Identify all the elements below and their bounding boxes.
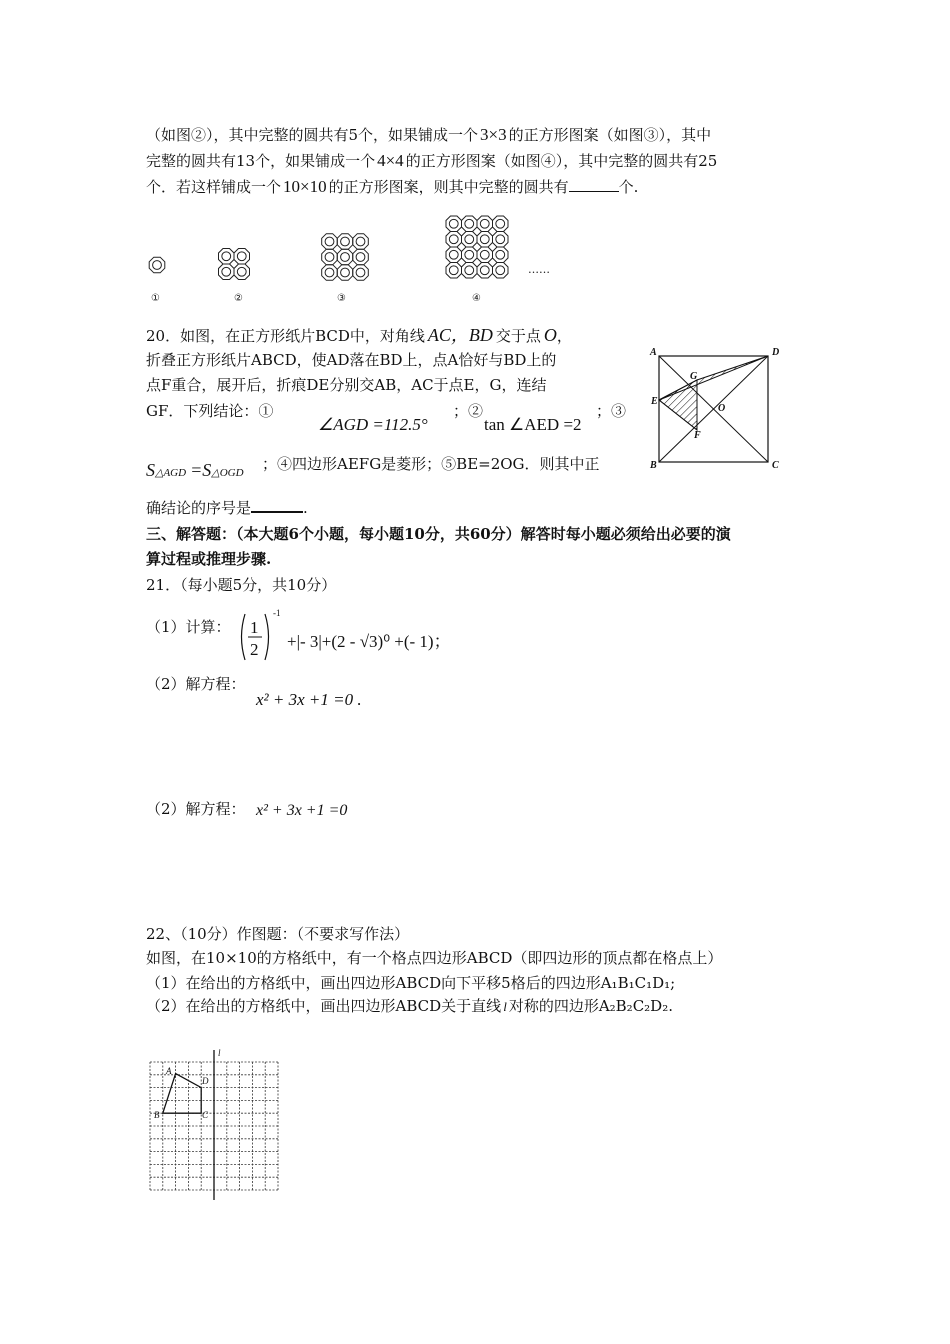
grid-point-C-label: C: [202, 1110, 209, 1120]
q19-line2: 完整的圆共有13个，如果铺成一个 4×4 的正方形图案（如图④），其中完整的圆共有25: [146, 151, 718, 170]
q20-conclusion-2: tan ∠AED =2: [484, 415, 582, 434]
point-B-label: B: [650, 460, 657, 471]
point-A-label: A: [650, 347, 657, 358]
q22-line1: 如图，在10×10的方格纸中，有一个格点四边形ABCD（即四边形的顶点都在格点上）: [146, 949, 723, 967]
figure-label-3: ③: [337, 293, 346, 304]
grid-point-D-label: D: [202, 1076, 209, 1086]
figure-ellipsis: ……: [528, 263, 550, 276]
q20-conclusion-3: S△AGD =S△OGD: [146, 460, 244, 480]
q20-line2: 折叠正方形纸片ABCD，使AD落在BD上，点A恰好与BD上的: [146, 351, 557, 369]
q21-part1-label: （1）计算：: [146, 618, 231, 636]
fraction-exponent: -1: [273, 608, 281, 618]
point-C-label: C: [772, 460, 779, 471]
figure-label-2: ②: [234, 293, 243, 304]
figure-label-1: ①: [151, 293, 160, 304]
section-3-heading-cont: 算过程或推理步骤.: [146, 550, 272, 568]
q21-heading: 21．（每小题5分，共10分）: [146, 576, 337, 594]
q21-part3-label: （2）解方程：: [146, 800, 246, 818]
q21-part2-label: （2）解方程：: [146, 675, 246, 693]
q20-line6: 确结论的序号是 .: [146, 499, 308, 517]
grid-point-A-label: A: [166, 1066, 172, 1076]
figure-label-4: ④: [472, 293, 481, 304]
quadrilateral-ABCD: [163, 1074, 201, 1114]
q20-sep-2: ；②: [453, 402, 484, 420]
q22-line3: （2）在给出的方格纸中，画出四边形ABCD关于直线 l 对称的四边形A₂B₂C₂D₂.: [146, 997, 673, 1015]
q21-part2-equation: x² + 3x +1 =0 .: [256, 690, 362, 709]
q19-line1: （如图②），其中完整的圆共有5个，如果铺成一个 3×3 的正方形图案（如图③），其中: [146, 125, 712, 144]
q20-conclusion-1: ∠AGD =112.5°: [318, 415, 428, 434]
q21-part1-expression: +|- 3|+(2 - √3)⁰ +(- 1)；: [287, 632, 451, 651]
grid-point-B-label: B: [154, 1110, 160, 1120]
fraction-denominator: 2: [250, 640, 259, 659]
section-3-heading: 三、解答题：（本大题6个小题，每小题10分，共60分）解答时每小题必须给出必要的演: [146, 525, 731, 543]
q20-line1: 20．如图，在正方形纸片BCD中，对角线 AC，BD 交于点 O，: [146, 325, 572, 345]
q22-heading: 22、（10分）作图题：（不要求写作法）: [146, 925, 410, 943]
q19-line3: 个．若这样铺成一个 10×10 的正方形图案，则其中完整的圆共有 个.: [146, 177, 639, 196]
point-F-label: F: [694, 430, 701, 441]
q21-part3-equation: x² + 3x +1 =0: [256, 802, 348, 819]
point-O-label: O: [718, 403, 726, 414]
q22-line2: （1）在给出的方格纸中，画出四边形ABCD向下平移5格后的四边形A₁B₁C₁D₁;: [146, 974, 676, 992]
fraction-numerator: 1: [250, 618, 259, 637]
point-E-label: E: [651, 396, 658, 407]
q20-line5: ；④四边形AEFG是菱形；⑤BE=2OG．则其中正: [262, 455, 600, 473]
q20-sep-3: ；③: [596, 402, 627, 420]
q20-line4-start: GF．下列结论：①: [146, 402, 274, 420]
grid-line-l-label: l: [218, 1048, 221, 1058]
q20-line3: 点F重合，展开后，折痕DE分别交AB，AC于点E，G，连结: [146, 376, 547, 394]
point-D-label: D: [772, 347, 780, 358]
point-G-label: G: [690, 371, 698, 382]
